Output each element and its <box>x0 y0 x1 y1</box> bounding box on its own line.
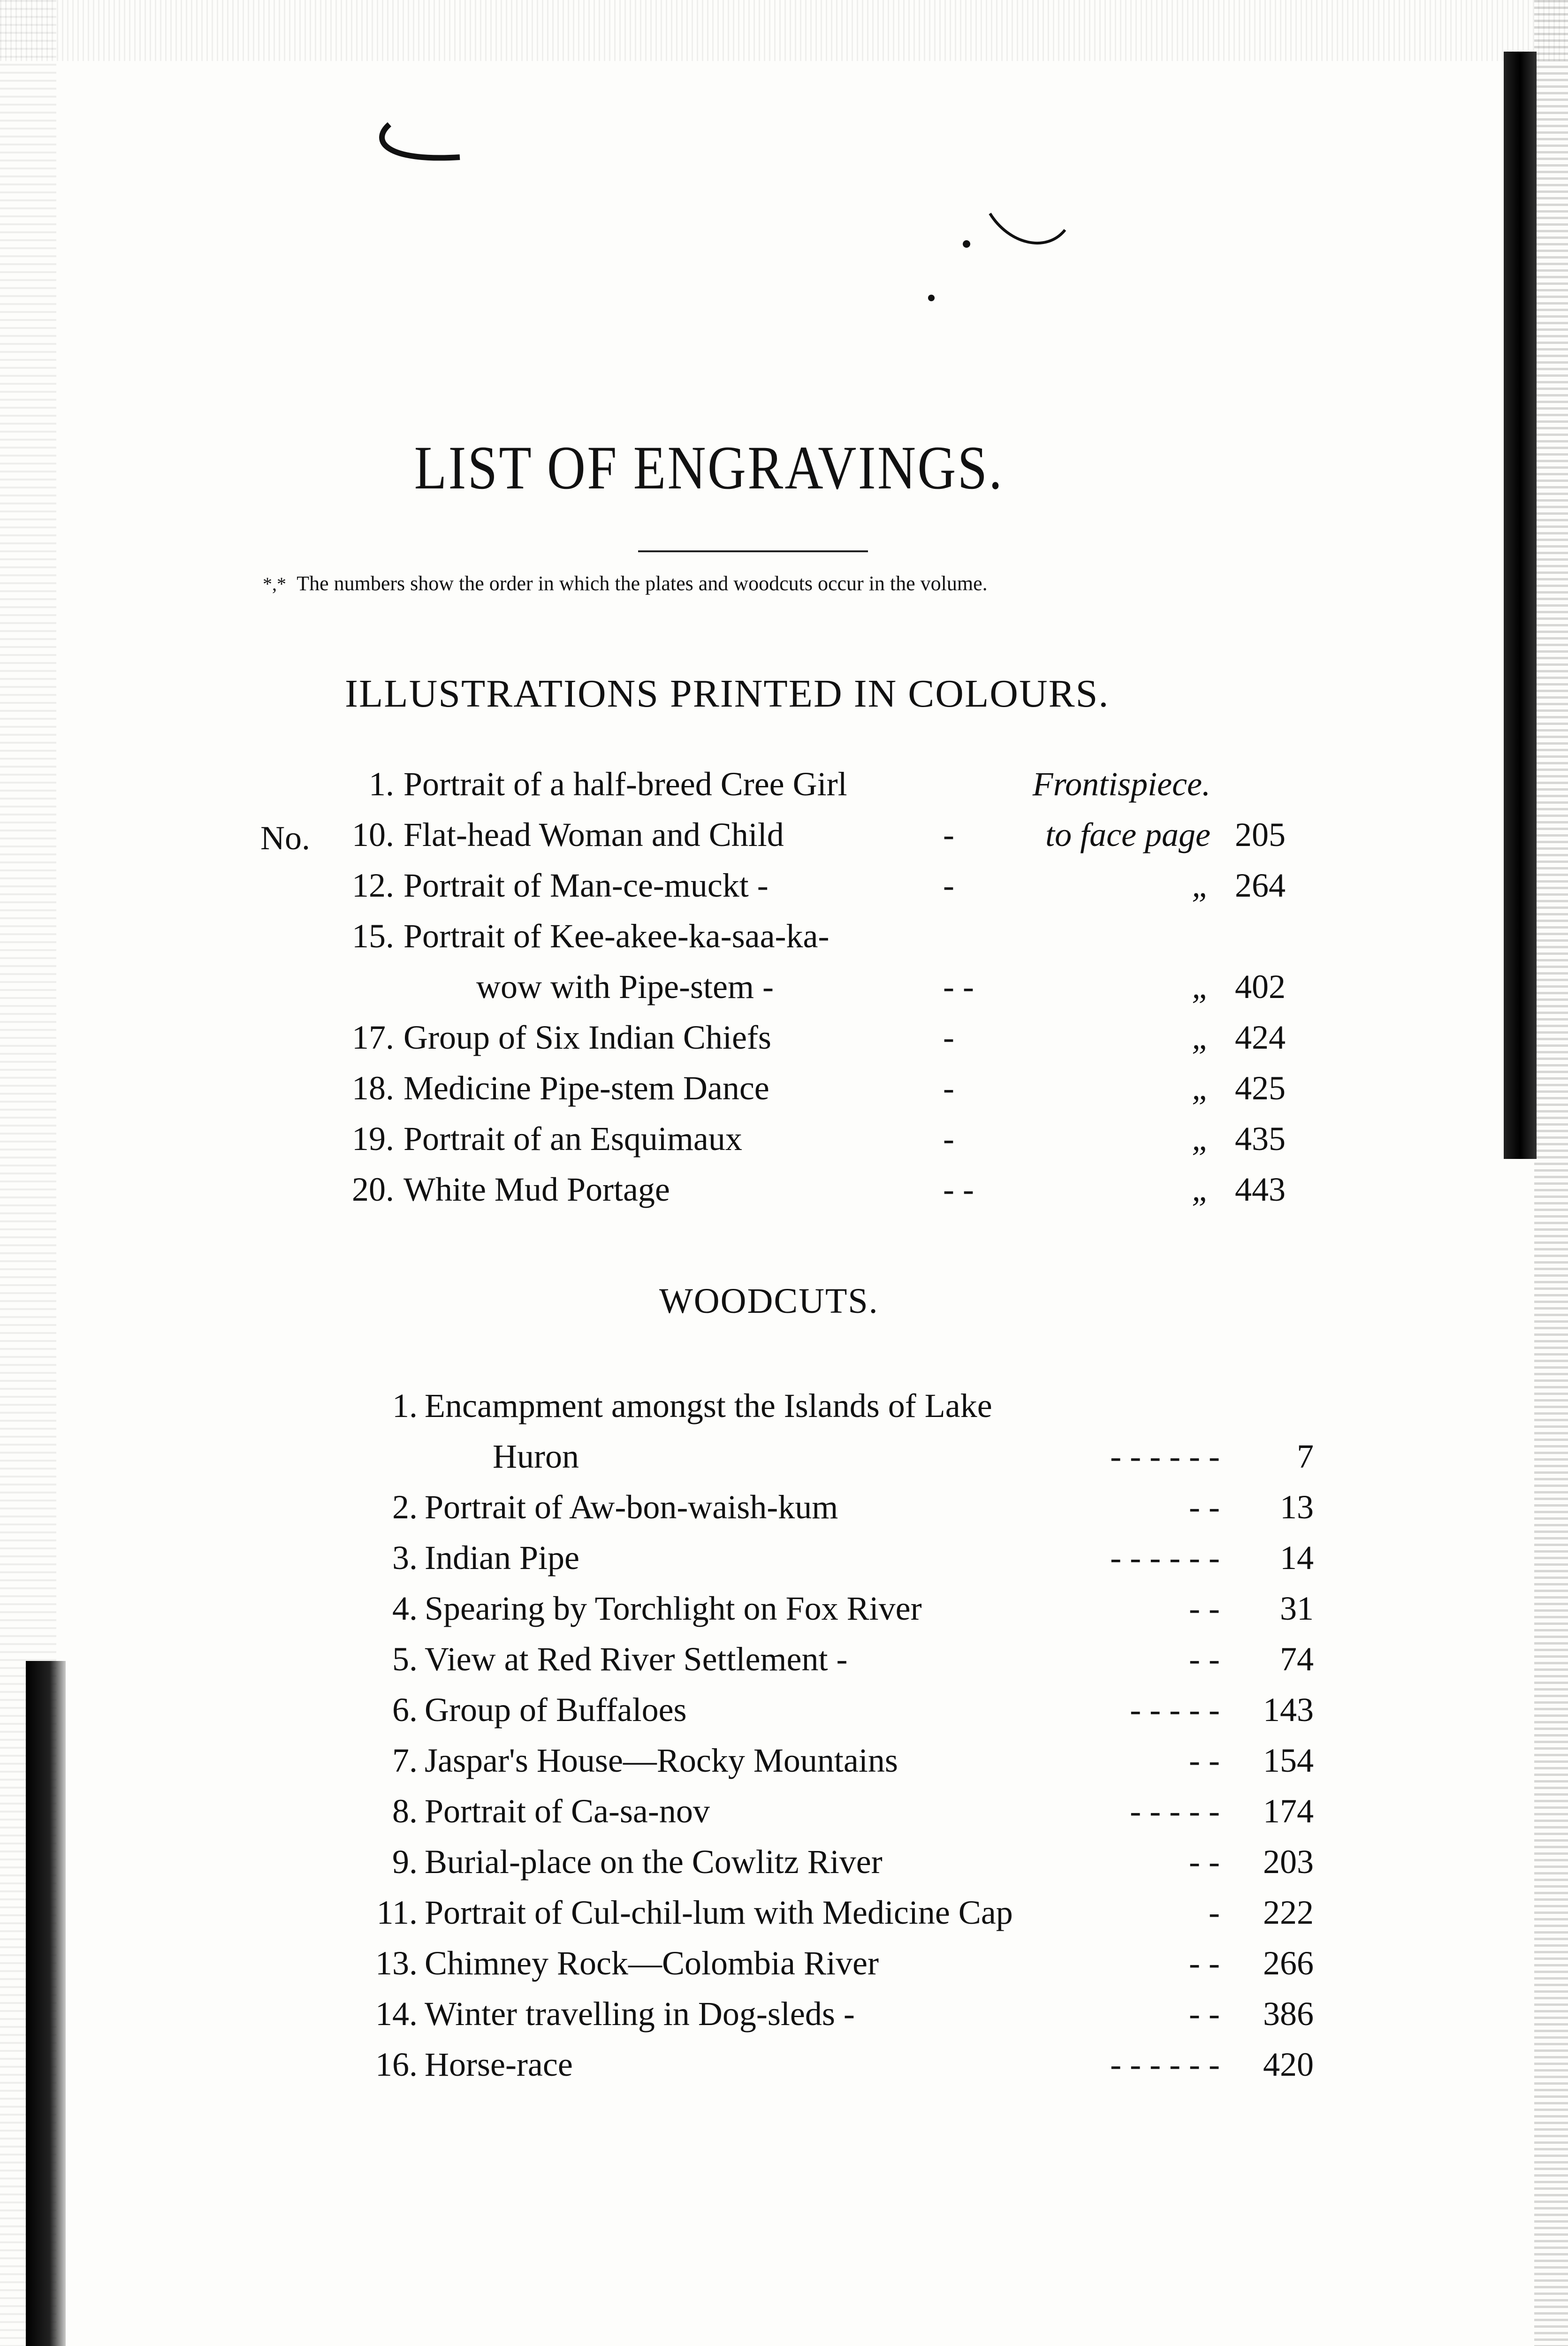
plate-number: 19. <box>352 1120 394 1158</box>
woodcut-row <box>0 1843 1568 1889</box>
leader-dash: - - <box>1189 1640 1220 1678</box>
woodcut-title: Portrait of Cul-chil-lum with Medicine Cap <box>425 1894 1013 1931</box>
woodcut-title: Indian Pipe <box>425 1539 579 1577</box>
plate-number: 15. <box>352 917 394 955</box>
woodcut-number: 6. <box>392 1691 418 1729</box>
plate-page-number: 424 <box>1235 1019 1286 1056</box>
woodcut-number: 1. <box>392 1387 418 1424</box>
woodcut-page-number: 203 <box>1263 1843 1314 1881</box>
woodcut-title: View at Red River Settlement - <box>425 1640 848 1678</box>
woodcut-title: Horse-race <box>425 2046 573 2083</box>
woodcut-page-number: 143 <box>1263 1691 1314 1729</box>
plate-title: Flat-head Woman and Child <box>403 816 784 853</box>
volume-note <box>263 571 988 595</box>
leader-dash: - - - - - - <box>1110 1438 1220 1475</box>
plate-title: wow with Pipe-stem - <box>476 968 774 1005</box>
woodcut-number: 14. <box>375 1995 418 2033</box>
plate-reference: „ <box>1191 1019 1210 1056</box>
plate-number: 10. <box>352 816 394 853</box>
colour-plate-row <box>0 1018 1568 1065</box>
colour-plate-row <box>0 1120 1568 1166</box>
plate-page-number: 443 <box>1235 1171 1286 1208</box>
leader-dash: - - <box>1189 1590 1220 1627</box>
woodcut-title: Portrait of Ca-sa-nov <box>425 1792 710 1830</box>
leader-dash: - - <box>1189 1843 1220 1881</box>
plate-number: 18. <box>352 1069 394 1107</box>
woodcut-row <box>0 1792 1568 1839</box>
colour-plate-row <box>0 967 1568 1014</box>
leader-dash: - <box>1209 1894 1220 1931</box>
note-marks: *,* <box>263 573 286 594</box>
woodcut-title: Group of Buffaloes <box>425 1691 687 1729</box>
plate-reference: „ <box>1191 867 1210 904</box>
woodcut-page-number: 13 <box>1280 1488 1314 1526</box>
woodcut-number: 8. <box>392 1792 418 1830</box>
woodcut-title: Huron <box>493 1438 579 1475</box>
woodcut-title: Encampment amongst the Islands of Lake <box>425 1387 992 1424</box>
woodcut-number: 9. <box>392 1843 418 1881</box>
woodcut-page-number: 266 <box>1263 1944 1314 1982</box>
leader-dash: - - <box>943 1171 974 1208</box>
plate-number: 1. <box>369 765 394 803</box>
leader-dash: - <box>943 867 954 904</box>
woodcut-number: 16. <box>375 2046 418 2083</box>
woodcut-page-number: 74 <box>1280 1640 1314 1678</box>
woodcut-row <box>0 1386 1568 1433</box>
leader-dash: - <box>943 1069 954 1107</box>
plate-reference: Frontispiece. <box>1032 765 1210 803</box>
woodcut-row <box>0 1589 1568 1636</box>
plate-title: Medicine Pipe-stem Dance <box>403 1069 769 1107</box>
leader-dash: - - - - - - <box>1110 2046 1220 2083</box>
plate-title: Portrait of Kee-akee-ka-saa-ka- <box>403 917 830 955</box>
plate-page-number: 205 <box>1235 816 1286 853</box>
woodcut-row <box>0 1741 1568 1788</box>
leader-dash: - - - - - <box>1130 1792 1220 1830</box>
woodcut-title: Spearing by Torchlight on Fox River <box>425 1590 922 1627</box>
plate-number: 12. <box>352 867 394 904</box>
leader-dash: - <box>943 1019 954 1056</box>
plate-title: Portrait of an Esquimaux <box>403 1120 742 1158</box>
pencil-marks <box>0 0 1568 375</box>
plate-page-number: 435 <box>1235 1120 1286 1158</box>
woodcut-number: 5. <box>392 1640 418 1678</box>
plate-page-number: 264 <box>1235 867 1286 904</box>
plate-page-number: 425 <box>1235 1069 1286 1107</box>
woodcut-page-number: 174 <box>1263 1792 1314 1830</box>
woodcut-page-number: 7 <box>1297 1438 1314 1475</box>
leader-dash: - - - - - - <box>1110 1539 1220 1577</box>
leader-dash: - - <box>1189 1944 1220 1982</box>
leader-dash: - - <box>1189 1742 1220 1779</box>
woodcut-title: Portrait of Aw-bon-waish-kum <box>425 1488 838 1526</box>
woodcut-number: 13. <box>375 1944 418 1982</box>
page-title: LIST OF ENGRAVINGS. <box>414 433 1004 502</box>
woodcut-row <box>0 1488 1568 1535</box>
woodcut-page-number: 420 <box>1263 2046 1314 2083</box>
woodcut-row <box>0 2045 1568 2092</box>
woodcut-title: Burial-place on the Cowlitz River <box>425 1843 883 1881</box>
plate-number: 20. <box>352 1171 394 1208</box>
woodcut-row <box>0 1539 1568 1585</box>
woodcut-row <box>0 1437 1568 1484</box>
woodcut-row <box>0 1640 1568 1687</box>
colours-heading: ILLUSTRATIONS PRINTED IN COLOURS. <box>345 672 1110 716</box>
title-rule <box>638 550 868 552</box>
woodcut-page-number: 14 <box>1280 1539 1314 1577</box>
leader-dash: - - <box>1189 1488 1220 1526</box>
colour-plate-row <box>0 1170 1568 1217</box>
colour-plate-row <box>0 1069 1568 1116</box>
plate-title: Group of Six Indian Chiefs <box>403 1019 771 1056</box>
colour-plate-row <box>0 866 1568 913</box>
woodcut-row <box>0 1691 1568 1737</box>
leader-dash: - - <box>1189 1995 1220 2033</box>
colour-plate-row <box>0 765 1568 812</box>
leader-dash: - - - - - <box>1130 1691 1220 1729</box>
woodcut-page-number: 31 <box>1280 1590 1314 1627</box>
woodcut-page-number: 386 <box>1263 1995 1314 2033</box>
number-prefix: No. <box>260 819 310 857</box>
woodcut-row <box>0 1995 1568 2041</box>
plate-reference: to face page <box>1045 816 1210 853</box>
woodcut-title: Jaspar's House—Rocky Mountains <box>425 1742 898 1779</box>
woodcut-number: 2. <box>392 1488 418 1526</box>
woodcut-page-number: 154 <box>1263 1742 1314 1779</box>
plate-number: 17. <box>352 1019 394 1056</box>
woodcut-number: 4. <box>392 1590 418 1627</box>
woodcut-number: 7. <box>392 1742 418 1779</box>
plate-title: Portrait of a half-breed Cree Girl <box>403 765 847 803</box>
woodcut-row <box>0 1893 1568 1940</box>
note-text: The numbers show the order in which the plates and woodcuts occur in the volume. <box>297 572 988 595</box>
plate-reference: „ <box>1191 1171 1210 1208</box>
leader-dash: - <box>943 816 954 853</box>
woodcut-number: 11. <box>376 1894 418 1931</box>
woodcut-title: Chimney Rock—Colombia River <box>425 1944 879 1982</box>
leader-dash: - <box>943 1120 954 1158</box>
plate-title: Portrait of Man-ce-muckt - <box>403 867 769 904</box>
leader-dash: - - <box>943 968 974 1005</box>
woodcut-page-number: 222 <box>1263 1894 1314 1931</box>
plate-reference: „ <box>1191 1069 1210 1107</box>
woodcuts-heading: WOODCUTS. <box>659 1281 879 1321</box>
colour-plate-row <box>0 815 1568 862</box>
woodcut-number: 3. <box>392 1539 418 1577</box>
plate-reference: „ <box>1191 1120 1210 1158</box>
plate-page-number: 402 <box>1235 968 1286 1005</box>
woodcut-row <box>0 1944 1568 1991</box>
colour-plate-row <box>0 917 1568 964</box>
plate-title: White Mud Portage <box>403 1171 670 1208</box>
woodcut-title: Winter travelling in Dog-sleds - <box>425 1995 855 2033</box>
plate-reference: „ <box>1191 968 1210 1005</box>
